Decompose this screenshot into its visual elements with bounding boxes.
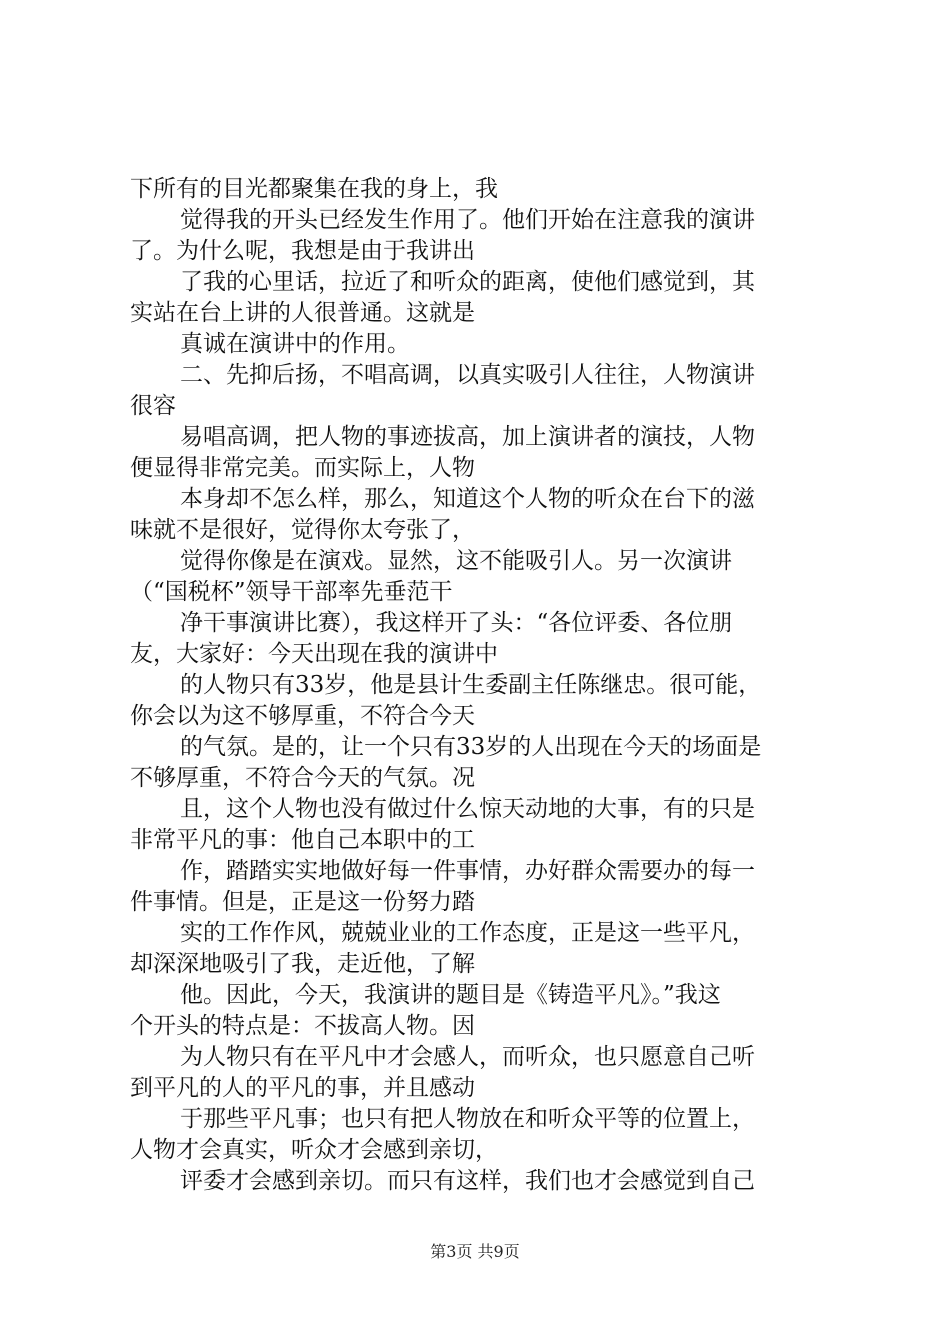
text-line: 件事情。但是，正是这一份努力踏: [130, 889, 475, 915]
text-line: 真诚在演讲中的作用。: [180, 331, 410, 357]
text-line: 便显得非常完美。而实际上，人物: [130, 455, 475, 481]
text-line: 二、先抑后扬，不唱高调，以真实吸引人往往，人物演讲: [180, 362, 755, 388]
text-line: 于那些平凡事；也只有把人物放在和听众平等的位置上，: [180, 1106, 755, 1132]
text-line: 个开头的特点是：不拔高人物。因: [130, 1013, 475, 1039]
text-line: 的人物只有33岁，他是县计生委副主任陈继忠。很可能，: [180, 672, 762, 698]
text-line: 的气氛。是的，让一个只有33岁的人出现在今天的场面是: [180, 734, 762, 760]
text-line: 易唱高调，把人物的事迹拔高，加上演讲者的演技，人物: [180, 424, 755, 450]
text-line: 到平凡的人的平凡的事，并且感动: [130, 1075, 475, 1101]
text-line: （“国税杯”领导干部率先垂范干: [130, 579, 453, 605]
text-line: 觉得我的开头已经发生作用了。他们开始在注意我的演讲: [180, 207, 755, 233]
text-line: 下所有的目光都聚集在我的身上，我: [130, 176, 498, 202]
text-line: 友，大家好：今天出现在我的演讲中: [130, 641, 498, 667]
text-line: 本身却不怎么样，那么，知道这个人物的听众在台下的滋: [180, 486, 755, 512]
page-footer: [0, 1239, 950, 1262]
text-line: 净干事演讲比赛），我这样开了头：“各位评委、各位朋: [180, 610, 733, 636]
text-line: 很容: [130, 393, 176, 419]
text-line: 实站在台上讲的人很普通。这就是: [130, 300, 475, 326]
text-line: 了。为什么呢，我想是由于我讲出: [130, 238, 475, 264]
text-line: 味就不是很好，觉得你太夸张了，: [130, 517, 475, 543]
text-line: 非常平凡的事：他自己本职中的工: [130, 827, 475, 853]
text-line: 且，这个人物也没有做过什么惊天动地的大事，有的只是: [180, 796, 755, 822]
text-line: 评委才会感到亲切。而只有这样，我们也才会感觉到自己: [180, 1168, 755, 1194]
text-line: 却深深地吸引了我，走近他，了解: [130, 951, 475, 977]
text-line: 为人物只有在平凡中才会感人，而听众，也只愿意自己听: [180, 1044, 755, 1070]
text-line: 实的工作作风，兢兢业业的工作态度，正是这一些平凡，: [180, 920, 755, 946]
text-line: 了我的心里话，拉近了和听众的距离，使他们感觉到，其: [180, 269, 755, 295]
text-line: 不够厚重，不符合今天的气氛。况: [130, 765, 475, 791]
text-line: 作，踏踏实实地做好每一件事情，办好群众需要办的每一: [180, 858, 755, 884]
text-line: 你会以为这不够厚重，不符合今天: [130, 703, 475, 729]
page-number-label: 第3页 共9页: [430, 1242, 520, 1261]
text-line: 他。因此，今天，我演讲的题目是《铸造平凡》。”我这: [180, 982, 721, 1008]
document-body: [130, 174, 835, 1197]
text-line: 人物才会真实，听众才会感到亲切，: [130, 1137, 498, 1163]
text-line: 觉得你像是在演戏。显然，这不能吸引人。另一次演讲: [180, 548, 732, 574]
